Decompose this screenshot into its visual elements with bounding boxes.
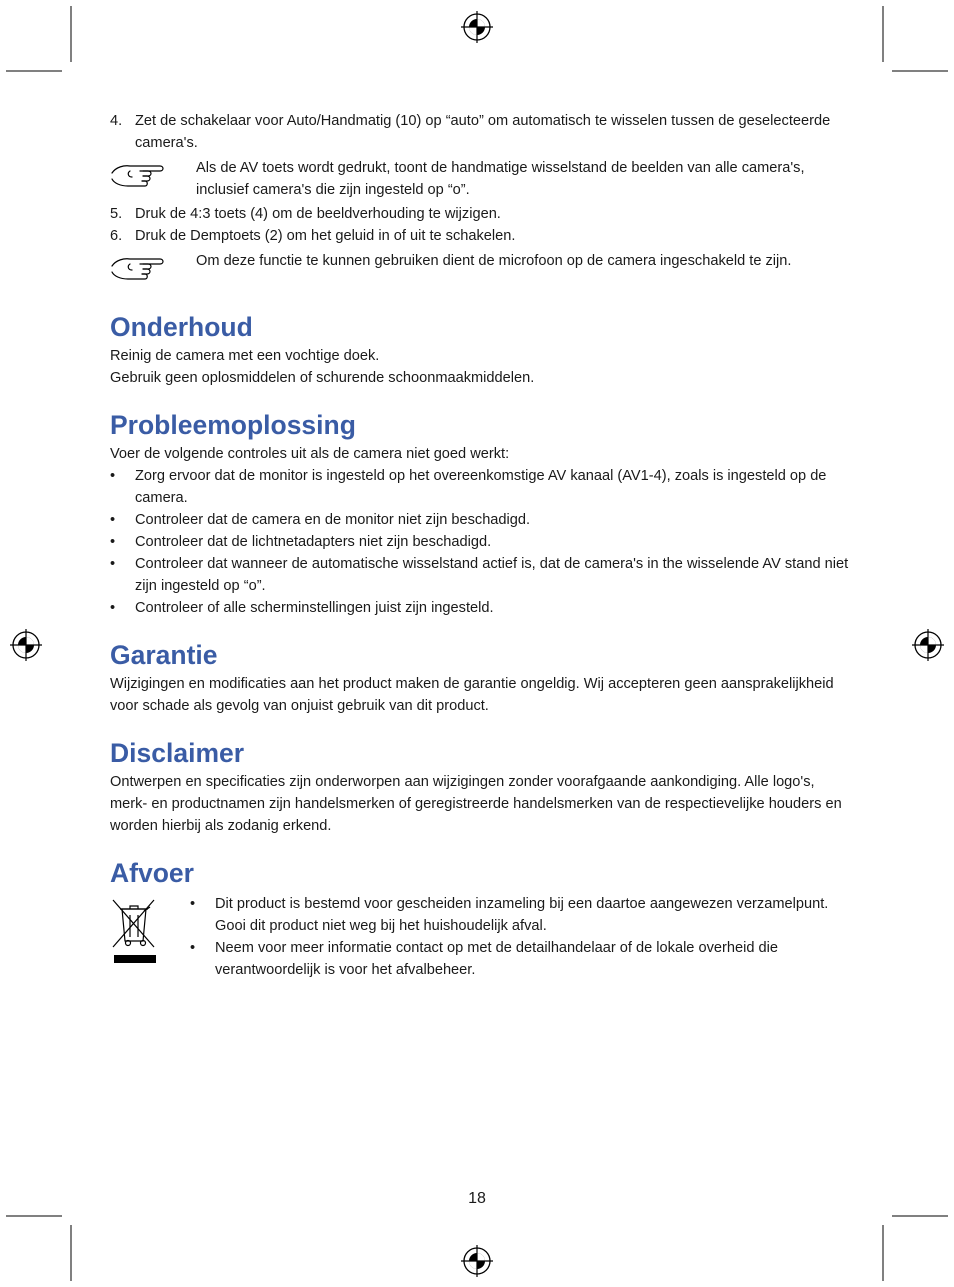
section-garantie — [110, 639, 850, 717]
step-number: 6. — [110, 228, 123, 244]
paragraph: Wijzigingen en modificaties aan het product maken de garantie ongeldig. Wij accepteren geen aansprakelijkheid voor schade als gevolg van onjuist gebruik van dit product. — [110, 676, 834, 714]
bullet-text: Zorg ervoor dat de monitor is ingesteld op het overeenkomstige AV kanaal (AV1-4), zoals is ingesteld op de camera. — [135, 468, 827, 506]
pointing-hand-icon — [110, 157, 196, 201]
paragraph: Gebruik geen oplosmiddelen of schurende schoonmaakmiddelen. — [110, 370, 535, 386]
registration-mark-icon — [461, 1245, 493, 1277]
section-probleemoplossing — [110, 409, 850, 619]
afvoer-list — [190, 893, 850, 981]
bullet-text: Neem voor meer informatie contact op met de detailhandelaar of de lokale overheid die verantwoordelijk is voor het afvalbeheer. — [215, 940, 778, 978]
list-item — [110, 509, 850, 531]
step-text: Druk de Demptoets (2) om het geluid in of uit te schakelen. — [135, 228, 516, 244]
pointing-hand-icon — [110, 250, 196, 291]
bullet-text: Controleer dat de lichtnetadapters niet zijn beschadigd. — [135, 534, 492, 550]
registration-mark-icon — [10, 629, 42, 661]
step-number: 5. — [110, 206, 123, 222]
note — [110, 157, 850, 201]
registration-mark-icon — [912, 629, 944, 661]
list-item — [110, 203, 850, 225]
list-item — [190, 937, 850, 981]
bullet: • — [190, 940, 196, 956]
section-heading: Afvoer — [110, 858, 194, 888]
section-afvoer — [110, 857, 850, 981]
step-text: Zet de schakelaar voor Auto/Handmatig (10) op “auto” om automatisch te wisselen tussen de geselecteerde camera's. — [135, 113, 831, 151]
list-item — [110, 465, 850, 509]
section-heading: Garantie — [110, 640, 218, 670]
section-onderhoud — [110, 311, 850, 389]
section-disclaimer — [110, 737, 850, 837]
page-content — [110, 110, 850, 981]
paragraph: Ontwerpen en specificaties zijn onderworpen aan wijzigingen zonder voorafgaande aankondiging. Alle logo's, merk- en productnamen zijn handelsmerken of geregistreerde handelsmerken van de respectievelijke houders en worden hierbij als zodanig erkend. — [110, 774, 842, 834]
note-text: Om deze functie te kunnen gebruiken dient de microfoon op de camera ingeschakeld te zijn. — [196, 253, 792, 269]
list-item — [110, 225, 850, 247]
note-text: Als de AV toets wordt gedrukt, toont de handmatige wisselstand de beelden van alle camera's, inclusief camera's die zijn ingesteld op “ο”. — [196, 160, 805, 198]
afvoer-block — [110, 893, 850, 981]
section-heading: Probleemoplossing — [110, 410, 356, 440]
step-text: Druk de 4:3 toets (4) om de beeldverhouding te wijzigen. — [135, 206, 501, 222]
bullet-text: Dit product is bestemd voor gescheiden inzameling bij een daartoe aangewezen verzamelpunt. Gooi dit product niet weg bij het huishoudelijk afval. — [215, 896, 829, 934]
section-heading: Onderhoud — [110, 312, 253, 342]
step-number: 4. — [110, 113, 123, 129]
bullet: • — [110, 468, 116, 484]
list-item — [110, 531, 850, 553]
note — [110, 250, 850, 291]
list-item — [110, 597, 850, 619]
list-item — [190, 893, 850, 937]
bullet: • — [110, 600, 116, 616]
section-heading: Disclaimer — [110, 738, 245, 768]
bullet-text: Controleer dat de camera en de monitor niet zijn beschadigd. — [135, 512, 531, 528]
bullet-text: Controleer of alle scherminstellingen juist zijn ingesteld. — [135, 600, 494, 616]
list-item — [110, 553, 850, 597]
list-item — [110, 110, 850, 154]
paragraph: Reinig de camera met een vochtige doek. — [110, 348, 380, 364]
registration-mark-icon — [461, 11, 493, 43]
bullet-text: Controleer dat wanneer de automatische wisselstand actief is, dat de camera's in the wisselende AV stand niet zijn ingesteld op “ο”. — [135, 556, 849, 594]
bullet: • — [190, 896, 196, 912]
page-number: 18 — [468, 1190, 486, 1207]
bullet: • — [110, 556, 116, 572]
bullet: • — [110, 534, 116, 550]
crossed-out-wheelie-bin-icon — [110, 893, 190, 981]
bullet: • — [110, 512, 116, 528]
paragraph: Voer de volgende controles uit als de camera niet goed werkt: — [110, 446, 510, 462]
